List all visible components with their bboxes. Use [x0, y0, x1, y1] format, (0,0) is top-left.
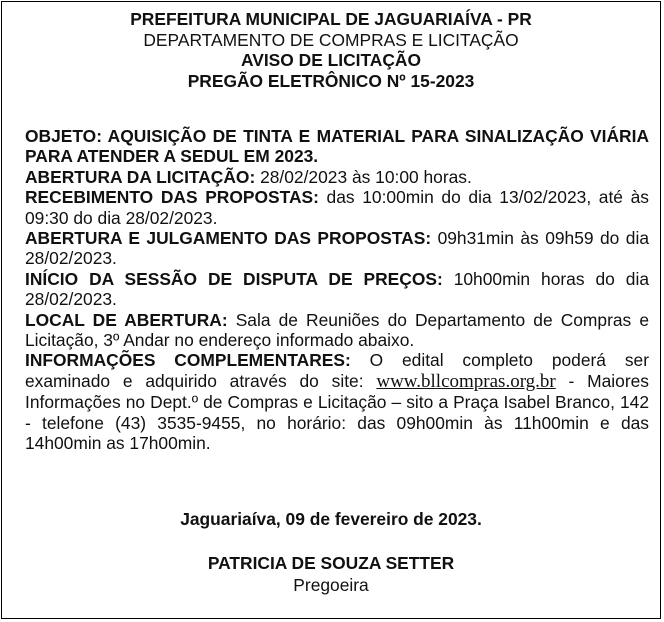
- date-line: Jaguariaíva, 09 de fevereiro de 2023.: [180, 509, 482, 529]
- municipality-title: PREFEITURA MUNICIPAL DE JAGUARIAÍVA - PR: [130, 9, 532, 29]
- info-text-post: - Maiores Informações no Dept.º de Compras e Licitação – sito a Praça Isabel Branco, 142 - telefone (43) 3535-9455, no horário: das 09h00min às 11h00min e das 14h00min as 17h00min.: [25, 370, 649, 454]
- notice-type: AVISO DE LICITAÇÃO: [240, 50, 422, 71]
- auction-number: PREGÃO ELETRÔNICO Nº 15-2023: [187, 70, 475, 91]
- notice-box: [1, 1, 661, 619]
- session-start-label: INÍCIO DA SESSÃO DE DISPUTA DE PREÇOS:: [25, 268, 443, 289]
- info-text-pre: O edital completo poderá ser examinado e adquirido através do site:: [25, 350, 649, 391]
- department-title: DEPARTAMENTO DE COMPRAS E LICITAÇÃO: [143, 29, 519, 50]
- judgment-label: ABERTURA E JULGAMENTO DAS PROPOSTAS:: [25, 228, 432, 249]
- signatory-name: PATRICIA DE SOUZA SETTER: [207, 553, 455, 573]
- signatory-role: Pregoeira: [293, 575, 369, 595]
- info-label: INFORMAÇÕES COMPLEMENTARES:: [25, 350, 351, 371]
- session-start-paragraph: [25, 269, 649, 310]
- location-paragraph: [25, 310, 649, 351]
- opening-value: 28/02/2023 às 10:00 horas.: [255, 166, 472, 187]
- receipt-label: RECEBIMENTO DAS PROPOSTAS:: [25, 187, 319, 208]
- location-value: Sala de Reuniões do Departamento de Compras e Licitação, 3º Andar no endereço informado abaixo.: [25, 309, 649, 351]
- notice-header: [2, 9, 660, 91]
- judgment-value: 09h31min às 09h59 do dia 28/02/2023.: [25, 228, 649, 269]
- judgment-paragraph: [25, 228, 649, 269]
- location-label: LOCAL DE ABERTURA:: [25, 309, 228, 330]
- opening-paragraph: [25, 167, 649, 187]
- website-link[interactable]: www.bllcompras.org.br: [376, 370, 556, 392]
- notice-body: [25, 126, 649, 454]
- info-paragraph: [25, 350, 649, 453]
- session-start-value: 10h00min horas do dia 28/02/2023.: [25, 268, 650, 310]
- receipt-paragraph: [25, 187, 649, 228]
- receipt-value: das 10:00min do dia 13/02/2023, até às 09:30 do dia 28/02/2023.: [25, 187, 649, 228]
- object-paragraph: OBJETO: AQUISIÇÃO DE TINTA E MATERIAL PARA SINALIZAÇÃO VIÁRIA PARA ATENDER A SEDUL EM 2023.: [25, 126, 649, 167]
- opening-label: ABERTURA DA LICITAÇÃO:: [25, 166, 256, 187]
